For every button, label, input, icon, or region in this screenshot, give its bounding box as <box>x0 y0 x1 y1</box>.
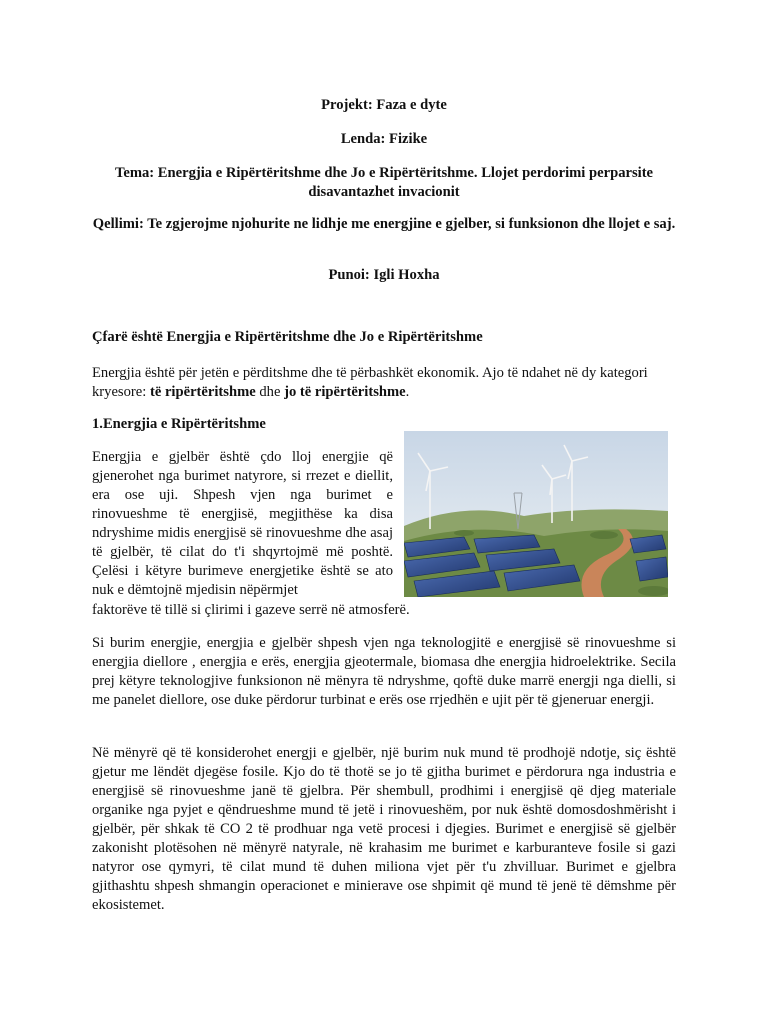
subsection-title: 1.Energjia e Ripërtëritshme <box>92 416 266 432</box>
paragraph-2: Si burim energjie, energjia e gjelbër shpesh vjen nga teknologjitë e energjisë së rinovueshme si energjia diellore , energjia e erës, energjia gjeotermale, biomasa dhe energjia hidroelektrike. Secila prej këtyre teknologjive funksionon në mënyra të ndryshme, qoftë duke marrë energji nga dielli, si me panelet diellore, ose duke përdorur turbinat e erës ose rrjedhën e ujit për të gjeneruar energji. <box>92 635 676 708</box>
intro-bold-nonrenewable: jo të ripërtëritshme <box>284 384 406 400</box>
intro-conjunction: dhe <box>255 384 285 400</box>
renewable-energy-photo <box>404 431 668 597</box>
project-heading: Projekt: Faza e dyte <box>321 97 447 113</box>
paragraph-3: Në mënyrë që të konsiderohet energji e gjelbër, një burim nuk mund të prodhojë ndotje, siç është gjetur me lëndët djegëse fosile. Kjo do të thotë se jo të gjitha burimet e përdorura nga industria e energjisë së rinovueshme janë të gjelbra. Për shembull, prodhimi i energjisë që djeg materiale organike nga pyjet e qëndrueshme mund të jetë i rinovueshëm, por nuk është domosdoshmërisht i gjelbër, për shkak të CO 2 të prodhuar nga vetë procesi i djegies. Burimet e energjisë së gjelbër zakonisht plotësohen në mënyrë natyrale, në krahasim me burimet e karburanteve fosile si gazi natyror ose qymyri, të cilat mund të duhen miliona vjet për t'u zhvilluar. Burimet e gjelbra gjithashtu shpesh shmangin operacionet e minierave ose shpimit që mund të jenë të dëmshme për ekosistemet. <box>92 745 676 913</box>
intro-text: Energjia është për jetën e përditshme dhe të përbashkët ekonomik. Ajo të ndahet në dy kategori kryesore: <box>92 365 648 400</box>
author-heading: Punoi: Igli Hoxha <box>328 267 440 283</box>
wind-solar-illustration <box>404 431 668 597</box>
subject-heading: Lenda: Fizike <box>340 131 428 147</box>
section-title: Çfarë është Energjia e Ripërtëritshme dhe Jo e Ripërtëritshme <box>92 329 483 345</box>
paragraph-1-end: faktorëve të tillë si çlirimi i gazeve serrë në atmosferë. <box>92 602 410 618</box>
intro-period: . <box>405 384 410 400</box>
paragraph-1-wrapped: Energjia e gjelbër është çdo lloj energjie që gjenerohet nga burimet natyrore, si rrezet e diellit, era ose uji. Shpesh vjen nga burimet e rinovueshme të energjisë, megjithëse ka disa ndryshime midis energjisë së rinovueshme dhe asaj të gjelbër, të cilat do t'i shqyrtojmë më poshtë. Çelësi i këtyre burimeve energjetike është se ato nuk e dëmtojnë mjedisin nëpërmjet <box>92 449 393 598</box>
goal-heading: Qellimi: Te zgjerojme njohurite ne lidhje me energjine e gjelber, si funksionon dhe llojet e saj. <box>92 216 676 232</box>
topic-heading: Tema: Energjia e Ripërtëritshme dhe Jo e Ripërtëritshme. Llojet perdorimi perparsite disavantazhet invacionit <box>114 165 654 200</box>
intro-bold-renewable: të ripërtëritshme <box>149 384 256 400</box>
intro-paragraph <box>92 364 676 402</box>
